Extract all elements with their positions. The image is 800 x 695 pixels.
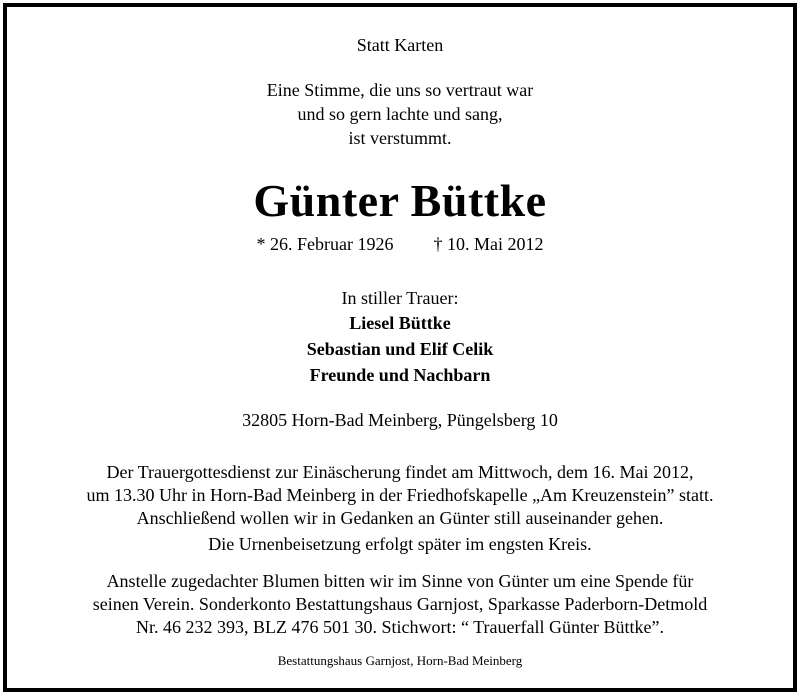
poem-line: und so gern lachte und sang, [297,104,503,124]
statt-karten-heading: Statt Karten [356,35,444,55]
mourner-name: Freunde und Nachbarn [309,365,491,385]
service-line: Die Urnenbeisetzung erfolgt später im engsten Kreis. [208,534,592,554]
service-line: Der Trauergottesdienst zur Einäscherung findet am Mittwoch, dem 16. Mai 2012, [106,462,694,482]
donation-line: seinen Verein. Sonderkonto Bestattungshaus Garnjost, Sparkasse Paderborn-Detmold [92,594,708,614]
deceased-name: Günter Büttke [253,175,547,226]
life-dates [7,233,793,255]
poem-line: ist verstummt. [348,128,452,148]
death-date: † 10. Mai 2012 [433,234,544,254]
family-address: 32805 Horn-Bad Meinberg, Püngelsberg 10 [242,410,558,430]
donation-line: Anstelle zugedachter Blumen bitten wir im Sinne von Günter um eine Spende für [106,571,694,591]
obituary-notice [3,3,797,692]
mourner-name: Sebastian und Elif Celik [306,339,494,359]
poem-line: Eine Stimme, die uns so vertraut war [266,80,534,100]
birth-date: * 26. Februar 1926 [256,234,394,254]
service-line: Anschließend wollen wir in Gedanken an Günter still auseinander gehen. [136,508,664,528]
mourner-name: Liesel Büttke [349,313,451,333]
service-line: um 13.30 Uhr in Horn-Bad Meinberg in der Friedhofskapelle „Am Kreuzenstein” statt. [86,485,714,505]
donation-line: Nr. 46 232 393, BLZ 476 501 30. Stichwort: “ Trauerfall Günter Büttke”. [136,617,664,637]
mourning-intro: In stiller Trauer: [341,288,459,308]
funeral-home-footer: Bestattungshaus Garnjost, Horn-Bad Meinberg [277,653,523,668]
